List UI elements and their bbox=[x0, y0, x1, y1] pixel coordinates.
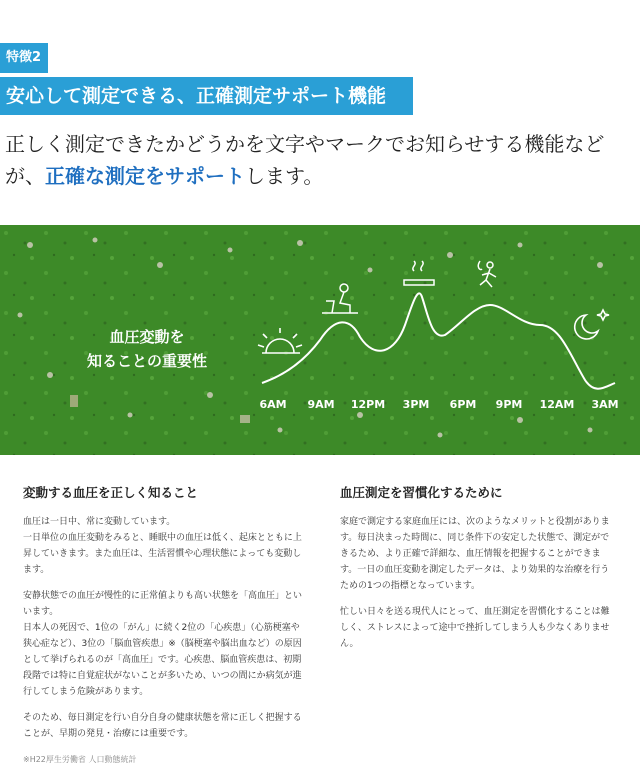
time-label: 9PM bbox=[495, 398, 523, 411]
lead-after: します。 bbox=[245, 164, 324, 188]
time-label: 6PM bbox=[449, 398, 477, 411]
right-paragraph-2: 忙しい日々を送る現代人にとって、血圧測定を習慣化することは難しく、ストレスによって途中で挫折してしまう人も少なくありません。 bbox=[340, 607, 610, 649]
lead-text bbox=[5, 128, 635, 192]
right-heading: 血圧測定を習慣化するために bbox=[340, 485, 503, 500]
left-paragraph-2: 安静状態での血圧が慢性的に正常値よりも高い状態を「高血圧」といいます。 日本人の死因で、1位の「がん」に続く2位の「心疾患」（心筋梗塞や狭心症など）、3位の「脳血管疾患」※（脳梗塞や脳出血など）の原因として挙げられるのが「高血圧」です。心疾患、脳血管疾患は、初期段階では特に自覚症状がないことが多いため、いつの間にか病気が進行してしまう危険があります。 bbox=[23, 591, 303, 697]
time-label: 3AM bbox=[591, 398, 619, 411]
caption-line-1: 血圧変動を bbox=[109, 328, 185, 346]
time-axis-labels bbox=[0, 398, 640, 418]
time-label: 12PM bbox=[350, 398, 386, 411]
right-column bbox=[340, 484, 616, 662]
time-label: 3PM bbox=[402, 398, 430, 411]
caption-line-2: 知ることの重要性 bbox=[86, 352, 207, 370]
time-label: 12AM bbox=[539, 398, 575, 411]
time-label: 9AM bbox=[307, 398, 335, 411]
photo-caption bbox=[72, 325, 222, 373]
source-note: ※H22厚生労働省 人口動態統計 bbox=[23, 755, 137, 764]
left-paragraph-1: 血圧は一日中、常に変動しています。 一日単位の血圧変動をみると、睡眠中の血圧は低く、起床とともに上昇していきます。また血圧は、生活習慣や心理状態によっても変動します。 bbox=[23, 517, 302, 575]
time-label: 6AM bbox=[259, 398, 287, 411]
feature-title: 安心して測定できる、正確測定サポート機能 bbox=[0, 77, 413, 115]
park-photo-banner bbox=[0, 225, 640, 455]
lead-highlight: 正確な測定をサポート bbox=[45, 164, 245, 188]
feature-badge: 特徴2 bbox=[0, 43, 48, 73]
left-column bbox=[23, 484, 308, 778]
right-paragraph-1: 家庭で測定する家庭血圧には、次のようなメリットと役割があります。毎日決まった時間に、同じ条件下の安定した状態で、測定ができるため、より正確で詳細な、血圧情報を把握することができます。一日の血圧変動を測定したデータは、より効果的な治療を行うための1つの指標となっています。 bbox=[340, 517, 610, 591]
left-heading: 変動する血圧を正しく知ること bbox=[23, 485, 199, 500]
lead-before: 正しく測定できたかどうかを文字やマークでお知らせする機能などが、 bbox=[5, 132, 605, 188]
left-paragraph-3: そのため、毎日測定を行い自分自身の健康状態を常に正しく把握することが、早期の発見・治療には重要です。 bbox=[23, 713, 302, 739]
